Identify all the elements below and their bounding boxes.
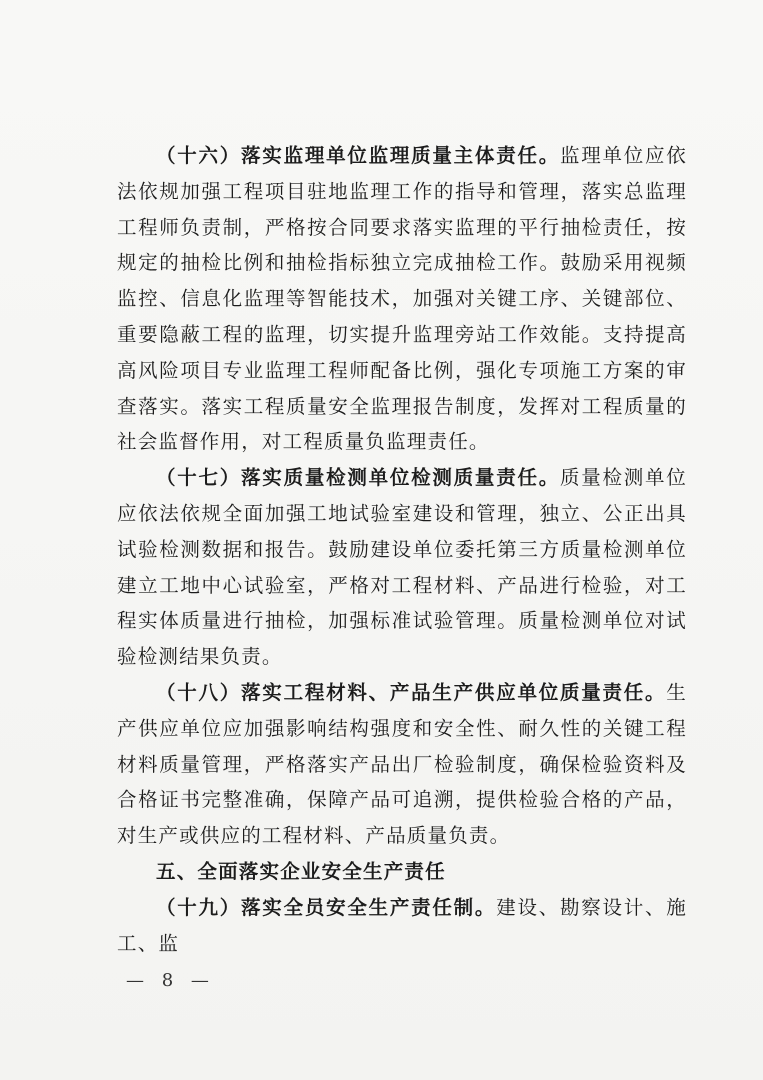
paragraph-17-body: 质量检测单位应依法依规全面加强工地试验室建设和管理，独立、公正出具试验检测数据和报告。鼓励建设单位委托第三方质量检测单位建立工地中心试验室，严格对工程材料、产品进行检验，对工程实体质量进行抽检，加强标准试验管理。质量检测单位对试验检测结果负责。 <box>117 466 687 669</box>
paragraph-19 <box>117 890 687 962</box>
document-body <box>117 138 687 961</box>
paragraph-16 <box>117 138 687 460</box>
section-heading: 五、全面落实企业安全生产责任 <box>156 859 446 883</box>
page-number: — 8 — <box>126 970 215 991</box>
paragraph-16-lead: （十六）落实监理单位监理质量主体责任。 <box>156 144 560 167</box>
paragraph-18-body: 生产供应单位应加强影响结构强度和安全性、耐久性的关键工程材料质量管理，严格落实产品出厂检验制度，确保检验资料及合格证书完整准确，保障产品可追溯，提供检验合格的产品，对生产或供应的工程材料、产品质量负责。 <box>117 680 687 848</box>
paragraph-17-lead: （十七）落实质量检测单位检测质量责任。 <box>156 466 560 490</box>
paragraph-19-lead: （十九）落实全员安全生产责任制。 <box>156 895 497 919</box>
paragraph-17 <box>117 460 687 675</box>
paragraph-18-lead: （十八）落实工程材料、产品生产供应单位质量责任。 <box>156 680 667 704</box>
paragraph-16-body: 监理单位应依法依规加强工程项目驻地监理工作的指导和管理，落实总监理工程师负责制，严格按合同要求落实监理的平行抽检责任，按规定的抽检比例和抽检指标独立完成抽检工作。鼓励采用视频监控、信息化监理等智能技术，加强对关键工序、关键部位、重要隐蔽工程的监理，切实提升监理旁站工作效能。支持提高高风险项目专业监理工程师配备比例，强化专项施工方案的审查落实。落实工程质量安全监理报告制度，发挥对工程质量的社会监督作用，对工程质量负监理责任。 <box>117 144 687 454</box>
paragraph-19-body: 建设、勘察设计、施工、监 <box>117 895 687 955</box>
paragraph-18 <box>117 675 687 854</box>
